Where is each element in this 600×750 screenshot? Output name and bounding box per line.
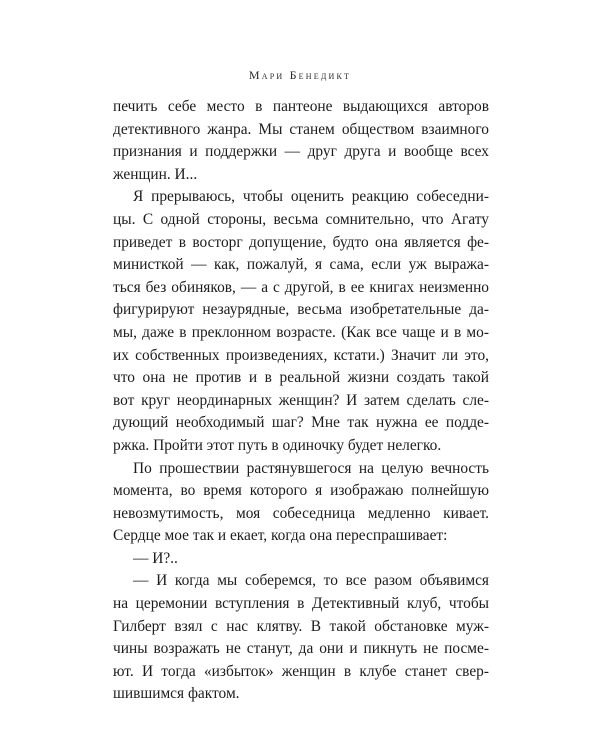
text-line: приведет в восторг допущение, будто она является фе- (113, 233, 489, 251)
body-text (113, 96, 489, 706)
text-line: — И когда мы соберемся, то все разом объявимся (133, 572, 489, 590)
text-line: Гилберт взял с нас клятву. В такой обстановке муж- (113, 617, 489, 635)
text-line: ржка. Пройти этот путь в одиночку будет нелегко. (113, 436, 442, 454)
text-line: момента, во время которого я изображаю полнейшую (113, 482, 489, 500)
text-line: Я прерываюсь, чтобы оценить реакцию собеседни- (133, 188, 489, 206)
text-line: ют. И тогда «избыток» женщин в клубе станет свер- (113, 662, 489, 680)
text-line: дующий необходимый шаг? Мне так нужна ее подде- (113, 414, 489, 432)
running-header-author: Мари Бенедикт (248, 68, 352, 82)
text-line: По прошествии растянувшегося на целую вечность (133, 459, 489, 477)
text-line: шившимся фактом. (113, 685, 240, 703)
text-line: фигурируют незаурядные, весьма изобретательные да- (113, 301, 489, 319)
text-line: на церемонии вступления в Детективный клуб, чтобы (113, 595, 489, 613)
text-line: вот круг неординарных женщин? И затем сделать сле- (113, 391, 489, 409)
text-line: цы. С одной стороны, весьма сомнительно, что Агату (113, 210, 489, 228)
text-line: чины возражать не станут, да они и пикнуть не посме- (113, 640, 489, 658)
text-line: что она не против и в реальной жизни создать такой (113, 369, 489, 387)
text-line: их собственных произведениях, кстати.) Значит ли это, (113, 346, 489, 364)
text-line: ться без обиняков, — а с другой, в ее книгах неизменно (113, 278, 489, 296)
text-line: — И?.. (133, 549, 178, 567)
text-line: женщин. И... (113, 165, 198, 183)
text-line: министкой — как, пожалуй, я сама, если уж выража- (113, 256, 489, 274)
text-line: детективного жанра. Мы станем обществом взаимного (113, 120, 489, 138)
text-line: невозмутимость, моя собеседница медленно кивает. (113, 504, 489, 522)
text-line: признания и поддержки — друг друга и вообще всех (113, 143, 489, 161)
text-line: мы, даже в преклонном возрасте. (Как все чаще и в мо- (113, 323, 489, 341)
text-line: печить себе место в пантеоне выдающихся авторов (113, 98, 489, 115)
text-line: Сердце мое так и екает, когда она переспрашивает: (113, 527, 448, 545)
